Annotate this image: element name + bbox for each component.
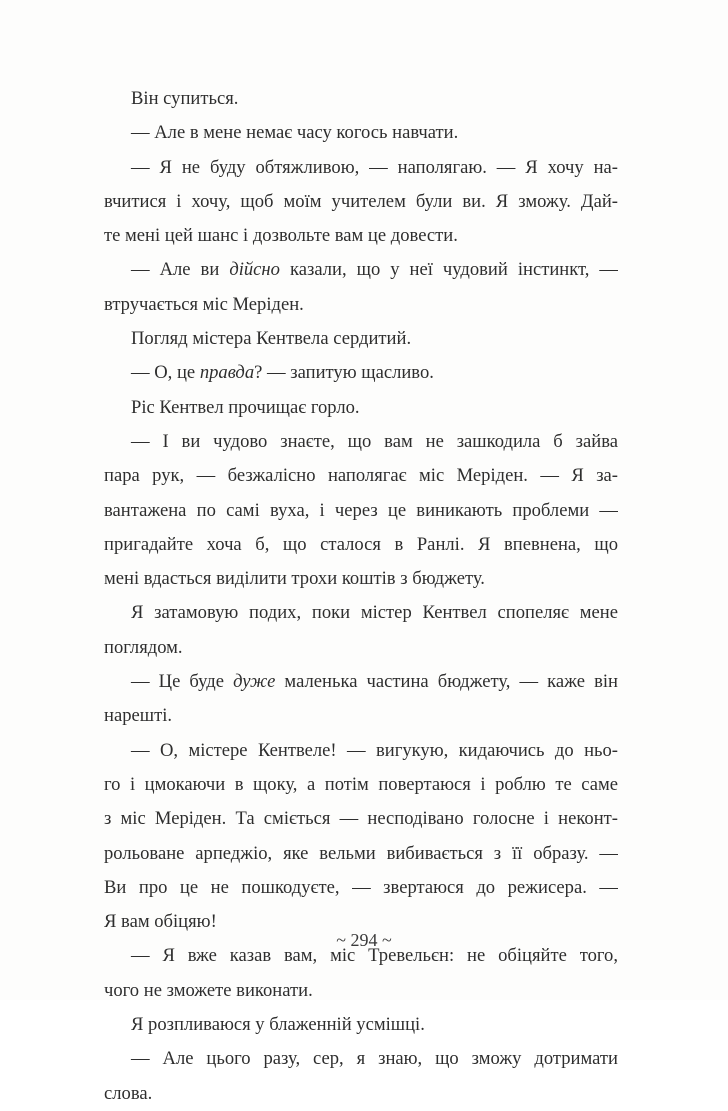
text-line: — Я не буду обтяжливою, — наполягаю. — Я хочу на-: [131, 156, 618, 178]
text-line: Я затамовую подих, поки містер Кентвел спопеляє мене: [131, 602, 618, 624]
text-line: Ви про це не пошкодуєте, — звертаюся до режисера. —: [104, 876, 618, 898]
text-line: слова.: [104, 1082, 153, 1104]
text-line: Ріс Кентвел прочищає горло.: [131, 396, 360, 418]
text-line: пригадайте хоча б, що сталося в Ранлі. Я впевнена, що: [104, 533, 618, 555]
text-line: втручається міс Меріден.: [104, 293, 304, 315]
text-line: Він супиться.: [131, 88, 239, 109]
italic-emphasis: дійсно: [229, 259, 280, 281]
text-line: нарешті.: [104, 705, 173, 727]
text-line: пара рук, — безжалісно наполягає міс Меріден. — Я за-: [104, 465, 618, 487]
text-line: чого не зможете виконати.: [104, 979, 313, 1001]
text-line: Я вам обіцяю!: [104, 911, 217, 933]
text-line: — Але ви дійсно казали, що у неї чудовий інстинкт, —: [131, 259, 618, 281]
text-line: мені вдасться виділити трохи коштів з бюджету.: [104, 568, 485, 590]
text-line: з міс Меріден. Та сміється — несподівано голосне і неконт-: [104, 808, 618, 830]
text-line: — І ви чудово знаєте, що вам не зашкодила б зайва: [131, 430, 618, 452]
text-line: поглядом.: [104, 636, 183, 658]
body-text: [104, 82, 618, 1111]
text-line: — Це буде дуже маленька частина бюджету, — каже він: [131, 671, 618, 693]
italic-emphasis: дуже: [233, 671, 276, 693]
text-line: го і цмокаючи в щоку, а потім повертаюся і роблю те саме: [104, 773, 618, 795]
text-line: — Але в мене немає часу когось навчати.: [131, 122, 459, 144]
text-line: — О, це правда? — запитую щасливо.: [131, 362, 434, 384]
text-line: — Я вже казав вам, міс Тревельєн: не обіцяйте того,: [131, 945, 618, 967]
text-line: вчитися і хочу, щоб моїм учителем були ви. Я зможу. Дай-: [104, 190, 618, 212]
text-line: — Але цього разу, сер, я знаю, що зможу дотримати: [131, 1048, 618, 1070]
page-number: ~ 294 ~: [336, 930, 392, 950]
text-line: рольоване арпеджіо, яке вельми вибивається з її образу. —: [104, 842, 618, 864]
text-line: — О, містере Кентвеле! — вигукую, кидаючись до ньо-: [131, 739, 618, 761]
text-line: Я розпливаюся у блаженній усмішці.: [131, 1014, 425, 1036]
text-line: Погляд містера Кентвела сердитий.: [131, 328, 412, 350]
text-line: те мені цей шанс і дозвольте вам це довести.: [104, 225, 458, 247]
text-line: вантажена по самі вуха, і через це виникають проблеми —: [104, 499, 618, 521]
italic-emphasis: правда: [199, 362, 255, 384]
